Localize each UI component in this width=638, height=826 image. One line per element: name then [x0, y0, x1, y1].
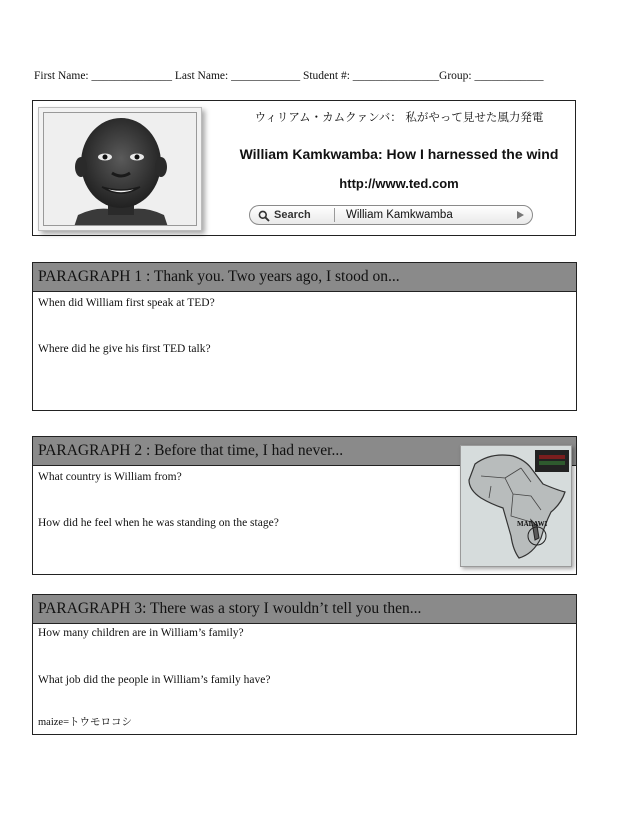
search-button-label[interactable]: Search: [274, 209, 311, 221]
paragraph-1-section: [32, 262, 577, 411]
paragraph-3-section: [32, 594, 577, 735]
africa-map-image: [460, 445, 572, 567]
question-1-1: When did William first speak at TED?: [38, 297, 215, 309]
search-icon: [258, 209, 270, 227]
talk-header-box: [32, 100, 576, 236]
malawi-map-label: MALAWI: [517, 520, 548, 528]
question-3-2: What job did the people in William’s family have?: [38, 674, 271, 686]
paragraph-2-heading: PARAGRAPH 2 : Before that time, I had never...: [33, 437, 576, 466]
question-3-1: How many children are in William’s family?: [38, 627, 244, 639]
search-divider: [334, 208, 335, 222]
search-input[interactable]: William Kamkwamba: [346, 209, 453, 221]
speaker-portrait-image: [44, 113, 197, 226]
talk-title-japanese: ウィリアム・カムクァンバ： 私がやって見せた風力発電: [254, 110, 544, 124]
question-2-2: How did he feel when he was standing on the stage?: [38, 517, 279, 529]
student-info-line: First Name: ______________ Last Name: ____________ Student #: _______________Group: ____________: [34, 70, 544, 82]
play-arrow-icon[interactable]: [517, 211, 524, 219]
question-2-1: What country is William from?: [38, 471, 182, 483]
ted-url: http://www.ted.com: [339, 176, 459, 191]
question-1-2: Where did he give his first TED talk?: [38, 343, 211, 355]
paragraph-3-heading: PARAGRAPH 3: There was a story I wouldn’t tell you then...: [33, 595, 576, 624]
paragraph-1-heading: PARAGRAPH 1 : Thank you. Two years ago, I stood on...: [33, 263, 576, 292]
search-bar[interactable]: [249, 205, 533, 225]
speaker-photo: [38, 107, 202, 231]
vocab-note: maize=トウモロコシ: [38, 717, 132, 728]
talk-title-english: William Kamkwamba: How I harnessed the wind: [239, 146, 559, 162]
